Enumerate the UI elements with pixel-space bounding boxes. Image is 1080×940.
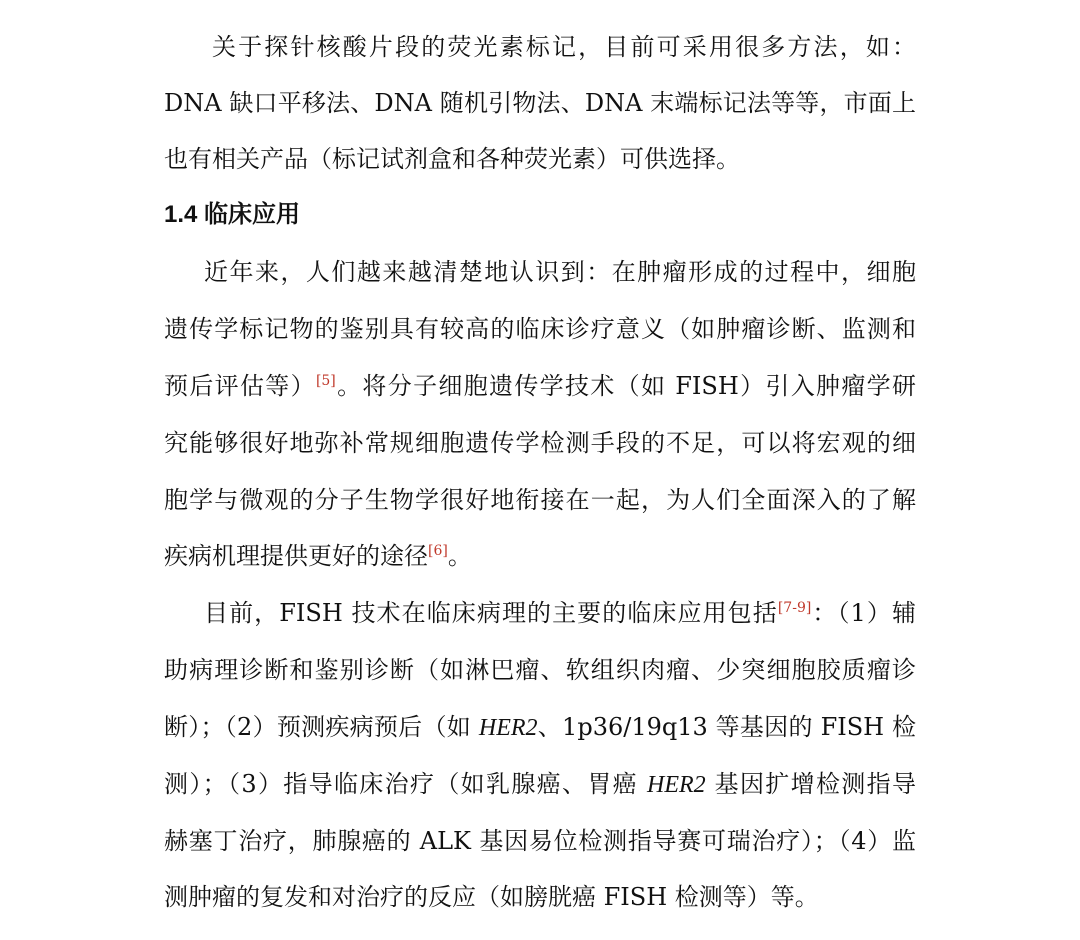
- paragraph-2-line-1: 近年来，人们越来越清楚地认识到：在肿瘤形成的过程中，细胞: [204, 258, 916, 286]
- paragraph-2-line-6: [164, 540, 916, 572]
- paragraph-2-line-2: 遗传学标记物的鉴别具有较高的临床诊疗意义（如肿瘤诊断、监测和: [164, 315, 916, 343]
- paragraph-3-line-3: [164, 711, 916, 743]
- text-run: 断）；（2）预测疾病预后（如: [164, 713, 479, 741]
- text-run: ：（1）辅: [811, 599, 916, 627]
- paragraph-3-line-1: [204, 597, 916, 629]
- citation-7-9: [7-9]: [777, 600, 812, 616]
- paragraph-1-line-3: 也有相关产品（标记试剂盒和各种荧光素）可供选择。: [164, 145, 740, 173]
- paragraph-3-line-5: 赫塞丁治疗，肺腺癌的 ALK 基因易位检测指导赛可瑞治疗）；（4）监: [164, 827, 916, 855]
- text-run: 目前，FISH 技术在临床病理的主要的临床应用包括: [204, 599, 778, 627]
- text-run: 、1p36/19q13 等基因的 FISH 检: [537, 713, 916, 741]
- paragraph-3-line-4: [164, 768, 916, 800]
- citation-6: [6]: [428, 543, 448, 559]
- paragraph-2-line-3: [164, 370, 916, 402]
- paragraph-1-line-1: 关于探针核酸片段的荧光素标记，目前可采用很多方法，如：: [212, 33, 916, 61]
- gene-her2: HER2: [647, 772, 706, 798]
- section-heading: 1.4 临床应用: [164, 201, 301, 228]
- paragraph-2-line-5: 胞学与微观的分子生物学很好地衔接在一起，为人们全面深入的了解: [164, 486, 916, 514]
- text-run: 。将分子细胞遗传学技术（如 FISH）引入肿瘤学研: [335, 372, 916, 400]
- paragraph-3-line-2: 助病理诊断和鉴别诊断（如淋巴瘤、软组织肉瘤、少突细胞胶质瘤诊: [164, 656, 916, 684]
- gene-her2: HER2: [478, 715, 538, 741]
- paragraph-1-line-2: DNA 缺口平移法、DNA 随机引物法、DNA 末端标记法等等，市面上: [164, 89, 916, 117]
- paragraph-2-line-4: 究能够很好地弥补常规细胞遗传学检测手段的不足，可以将宏观的细: [164, 429, 916, 457]
- text-run: 测）；（3）指导临床治疗（如乳腺癌、胃癌: [164, 770, 647, 798]
- citation-5: [5]: [315, 373, 336, 389]
- text-run: 预后评估等）: [164, 372, 316, 400]
- text-run: 。: [447, 542, 472, 570]
- text-run: 疾病机理提供更好的途径: [164, 542, 428, 570]
- paragraph-3-line-6: 测肿瘤的复发和对治疗的反应（如膀胱癌 FISH 检测等）等。: [164, 883, 819, 911]
- text-run: 基因扩增检测指导: [705, 770, 916, 798]
